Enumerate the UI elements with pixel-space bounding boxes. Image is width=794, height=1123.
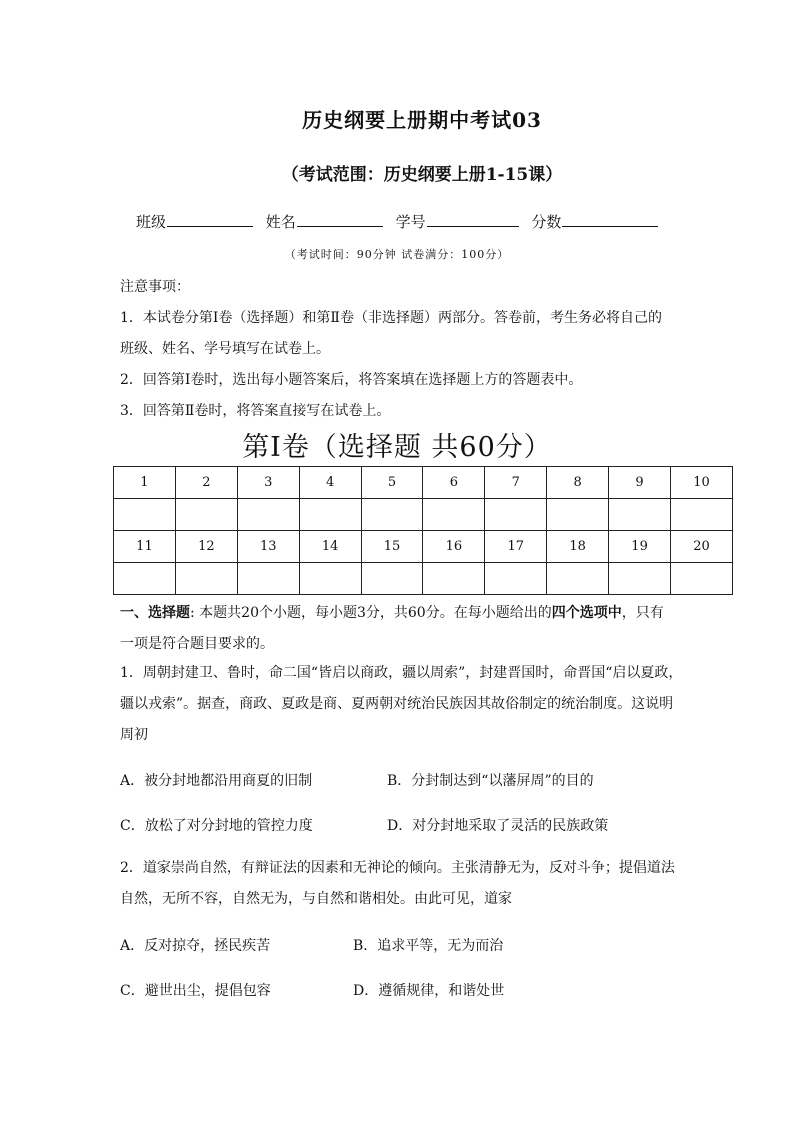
answer-grid-number-row [114,467,733,499]
answer-cell[interactable] [671,563,733,595]
question-1-stem [120,658,682,751]
answer-number: 17 [485,531,547,563]
question-2-stem [120,853,675,915]
answer-cell[interactable] [237,563,299,595]
name-field: 姓名 [266,211,383,232]
exam-timing: （考试时间：90分钟 试卷满分：100分） [284,248,510,261]
question-1-option-a[interactable]: A．被分封地都沿用商夏的旧制 [120,773,313,789]
student-id-field: 学号 [396,211,519,232]
class-field: 班级 [136,211,253,232]
answer-cell[interactable] [175,499,237,531]
answer-cell[interactable] [671,499,733,531]
section-line-1 [120,598,700,629]
question-line: 自然，无所不容，自然无为，与自然和谐相处。由此可见，道家 [120,891,512,907]
answer-number: 6 [423,467,485,499]
instruction-line: 3．回答第Ⅱ卷时，将答案直接写在试卷上。 [120,403,391,419]
question-2-option-a[interactable]: A．反对掠夺，拯民疾苦 [120,938,271,954]
name-blank[interactable] [297,212,383,227]
answer-number: 4 [299,467,361,499]
instructions-heading: 注意事项： [120,279,190,295]
answer-cell[interactable] [114,563,176,595]
answer-number: 8 [547,467,609,499]
answer-number: 20 [671,531,733,563]
answer-cell[interactable] [237,499,299,531]
question-2-option-b[interactable]: B．追求平等，无为而治 [353,938,504,954]
answer-cell[interactable] [423,563,485,595]
exam-title: 历史纲要上册期中考试03 [302,108,542,132]
answer-number: 14 [299,531,361,563]
answer-cell[interactable] [299,499,361,531]
answer-number: 1 [114,467,176,499]
class-blank[interactable] [167,212,253,227]
answer-number: 19 [609,531,671,563]
answer-number: 15 [361,531,423,563]
volume-heading: 第Ⅰ卷（选择题 共60分） [242,432,552,463]
answer-number: 7 [485,467,547,499]
answer-number: 9 [609,467,671,499]
answer-cell[interactable] [547,499,609,531]
answer-number: 11 [114,531,176,563]
section-rules: : 本题共20个小题，每小题3分，共60分。在每小题给出的 [190,605,552,621]
answer-number: 10 [671,467,733,499]
instruction-line: 1．本试卷分第Ⅰ卷（选择题）和第Ⅱ卷（非选择题）两部分。答卷前，考生务必将自己的 [120,310,662,326]
question-line: 1．周朝封建卫、鲁时，命二国“皆启以商政，疆以周索”，封建晋国时，命晋国“启以夏政， [120,665,683,681]
section-instructions [120,598,700,660]
question-line: 周初 [120,727,148,743]
answer-grid-number-row [114,531,733,563]
question-2-option-d[interactable]: D．遵循规律，和谐处世 [353,983,505,999]
answer-number: 3 [237,467,299,499]
question-line: 2．道家崇尚自然，有辩证法的因素和无神论的倾向。主张清静无为，反对斗争；提倡道法 [120,860,675,876]
answer-cell[interactable] [609,563,671,595]
score-blank[interactable] [562,212,658,227]
question-1-option-d[interactable]: D．对分封地采取了灵活的民族政策 [387,818,609,834]
answer-number: 2 [175,467,237,499]
question-2-option-c[interactable]: C．避世出尘，提倡包容 [120,983,271,999]
instruction-line: 2．回答第Ⅰ卷时，选出每小题答案后，将答案填在选择题上方的答题表中。 [120,372,583,388]
answer-cell[interactable] [114,499,176,531]
section-rules-tail: ，只有 [621,605,664,621]
instructions [120,272,662,427]
score-field: 分数 [531,211,658,232]
answer-cell[interactable] [361,499,423,531]
answer-cell[interactable] [423,499,485,531]
answer-cell[interactable] [175,563,237,595]
answer-number: 13 [237,531,299,563]
answer-cell[interactable] [299,563,361,595]
answer-number: 16 [423,531,485,563]
answer-grid [113,466,733,595]
answer-cell[interactable] [361,563,423,595]
answer-cell[interactable] [547,563,609,595]
section-label: 一、选择题 [120,605,190,621]
answer-cell[interactable] [485,563,547,595]
answer-grid-blank-row [114,563,733,595]
question-1-option-c[interactable]: C．放松了对分封地的管控力度 [120,818,313,834]
answer-cell[interactable] [609,499,671,531]
section-emphasis: 四个选项中 [551,605,622,621]
student-info-row [136,211,666,232]
answer-cell[interactable] [485,499,547,531]
question-line: 疆以戎索”。据查，商政、夏政是商、夏两朝对统治民族因其故俗制定的统治制度。这说明 [120,696,674,712]
instruction-line: 班级、姓名、学号填写在试卷上。 [120,341,330,357]
answer-grid-blank-row [114,499,733,531]
answer-number: 12 [175,531,237,563]
question-1-option-b[interactable]: B．分封制达到“以藩屏周”的目的 [387,773,594,789]
answer-number: 18 [547,531,609,563]
exam-scope: （考试范围：历史纲要上册1-15课） [281,165,563,185]
student-id-blank[interactable] [427,212,519,227]
section-line-2: 一项是符合题目要求的。 [120,636,274,652]
answer-number: 5 [361,467,423,499]
